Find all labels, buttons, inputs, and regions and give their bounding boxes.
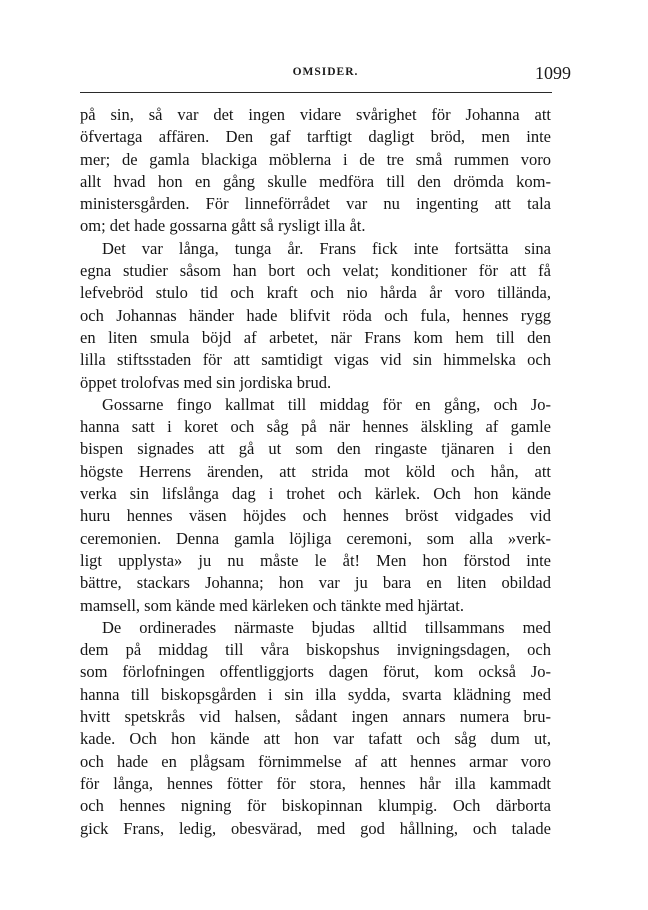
text-line: kade. Och hon kände att hon var tafatt och såg dum ut, (80, 729, 551, 749)
text-line: mer; de gamla blackiga möblerna i de tre små rummen voro (80, 149, 551, 169)
running-head (80, 63, 571, 88)
text-line: som förlofningen offentliggjorts dagen förut, kom också Jo- (80, 662, 551, 682)
text-line: hvitt spetskrås vid halsen, sådant ingen annars numera bru- (80, 707, 551, 727)
text-line: och Johannas händer hade blifvit röda och fula, hennes rygg (80, 305, 551, 325)
text-line: verka sin lifslånga dag i trohet och kärlek. Och hon kände (80, 484, 551, 504)
text-line: lefvebröd stulo tid och kraft och nio hårda år voro tillända, (80, 283, 551, 303)
text-line: ministersgården. För linneförrådet var nu ingenting att tala (80, 194, 551, 214)
text-line: en liten smula böjd af arbetet, när Frans kom hem till den (80, 327, 551, 347)
text-line: öppet trolofvas med sin jordiska brud. (80, 372, 332, 392)
text-line: högste Herrens ärenden, att strida mot köld och hån, att (80, 461, 551, 481)
text-line: De ordinerades närmaste bjudas alltid tillsammans med (102, 617, 551, 637)
header-rule (80, 92, 552, 93)
text-line: dem på middag till våra biskopshus invigningsdagen, och (80, 640, 551, 660)
text-line: bispen signades att gå ut som den ringaste tjänaren i den (80, 439, 551, 459)
text-line: på sin, så var det ingen vidare svårighet för Johanna att (80, 105, 551, 124)
page-number: 1099 (535, 63, 571, 83)
text-line: om; det hade gossarna gått så rysligt illa åt. (80, 216, 366, 236)
text-line: gick Frans, ledig, obesvärad, med god hållning, och talade (80, 818, 551, 838)
body-text (80, 104, 551, 840)
text-line: hanna satt i koret och såg på när hennes älskling af gamle (80, 417, 551, 437)
text-line: ceremonien. Denna gamla löjliga ceremoni, som alla »verk- (80, 528, 551, 548)
text-line: bättre, stackars Johanna; hon var ju bara en liten obildad (80, 573, 551, 593)
text-line: ligt upplysta» ju nu måste le åt! Men hon förstod inte (80, 550, 551, 570)
text-line: för långa, hennes fötter för stora, hennes hår illa kammadt (80, 773, 551, 793)
text-line: hanna till biskopsgården i sin illa sydda, svarta klädning med (80, 684, 551, 704)
text-line: mamsell, som kände med kärleken och tänkte med hjärtat. (80, 595, 464, 615)
text-line: Gossarne fingo kallmat till middag för en gång, och Jo- (102, 394, 551, 414)
text-line: egna studier såsom han bort och velat; konditioner för att få (80, 261, 551, 281)
text-line: och hennes nigning för biskopinnan klumpig. Och därborta (80, 796, 551, 816)
text-line: allt hvad hon en gång skulle medföra till den drömda kom- (80, 171, 551, 191)
text-line: och hade en plågsam förnimmelse af att hennes armar voro (80, 751, 551, 771)
text-line: Det var långa, tunga år. Frans fick inte fortsätta sina (102, 238, 551, 258)
text-line: öfvertaga affären. Den gaf tarftigt dagligt bröd, men inte (80, 127, 551, 147)
text-line: huru hennes väsen höjdes och hennes bröst vidgades vid (80, 506, 551, 526)
text-line: lilla stiftsstaden för att samtidigt vigas vid sin himmelska och (80, 350, 551, 370)
running-title: OMSIDER. (292, 66, 359, 78)
